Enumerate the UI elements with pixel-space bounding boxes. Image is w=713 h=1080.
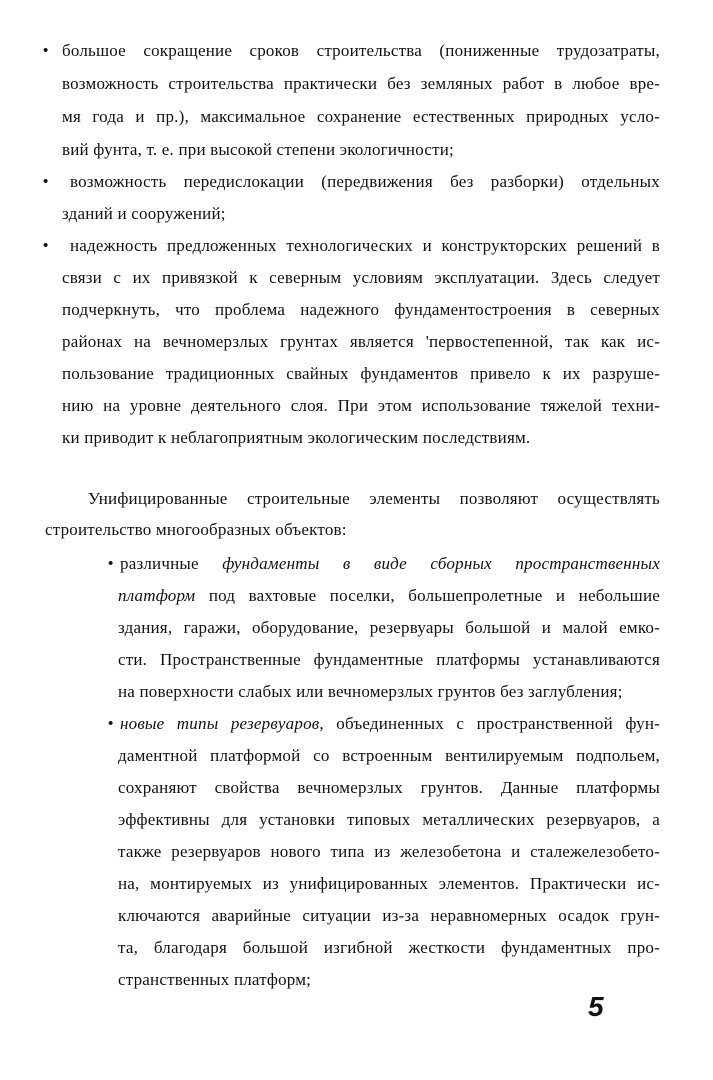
italic-text: новые типы резервуаров,: [120, 714, 324, 733]
text-line: районах на вечномерзлых грунтах является 'первостепенной, так как ис-: [62, 332, 660, 351]
text-line: ключаются аварийные ситуации из-за неравномерных осадок грун-: [118, 906, 660, 925]
text-line: на поверхности слабых или вечномерзлых грунтов без заглубления;: [118, 682, 623, 701]
text-line: также резервуаров нового типа из железобетона и сталежелезобето-: [118, 842, 660, 861]
text-line: большое сокращение сроков строительства (пониженные трудозатраты,: [62, 41, 660, 60]
text-line: мя года и пр.), максимальное сохранение естественных природных усло-: [62, 107, 660, 126]
bullet-icon: •: [43, 42, 49, 59]
text-line: возможность строительства практически без земляных работ в любое вре-: [62, 74, 660, 93]
text-line: нию на уровне деятельного слоя. При этом использование тяжелой техни-: [62, 396, 660, 415]
italic-text: платформ: [118, 586, 196, 605]
italic-text: фундаменты в виде сборных пространственных: [222, 554, 660, 573]
bullet-icon: •: [43, 173, 49, 190]
text-line: связи с их привязкой к северным условиям эксплуатации. Здесь следует: [62, 268, 660, 287]
bullet-icon: •: [108, 555, 114, 572]
bullet-icon: •: [43, 237, 49, 254]
text-line: зданий и сооружений;: [62, 204, 226, 223]
text-line: пользование традиционных свайных фундаментов привело к их разруше-: [62, 364, 660, 383]
text-line: подчеркнуть, что проблема надежного фундаментостроения в северных: [62, 300, 660, 319]
text-run: объединенных с пространственной фун-: [336, 714, 660, 733]
text-line: [120, 554, 660, 574]
text-line: Унифицированные строительные элементы позволяют осуществлять: [88, 489, 660, 508]
text-line: [118, 586, 660, 606]
text-line: ки приводит к неблагоприятным экологическим последствиям.: [62, 428, 531, 447]
bullet-icon: •: [108, 715, 114, 732]
text-line: надежность предложенных технологических и конструкторских решений в: [70, 236, 660, 255]
text-line: [120, 714, 660, 734]
text-run: различные: [120, 554, 199, 573]
text-line: сти. Пространственные фундаментные платформы устанавливаются: [118, 650, 660, 669]
text-line: строительство многообразных объектов:: [45, 520, 347, 539]
text-line: вий фунта, т. е. при высокой степени экологичности;: [62, 140, 454, 159]
text-line: возможность передислокации (передвижения без разборки) отдельных: [70, 172, 660, 191]
text-line: эффективны для установки типовых металлических резервуаров, а: [118, 810, 660, 829]
text-line: сохраняют свойства вечномерзлых грунтов. Данные платформы: [118, 778, 660, 797]
text-line: даментной платформой со встроенным вентилируемым подпольем,: [118, 746, 660, 765]
text-line: здания, гаражи, оборудование, резервуары большой и малой емко-: [118, 618, 660, 637]
text-run: под вахтовые поселки, большепролетные и небольшие: [208, 586, 660, 605]
text-line: та, благодаря большой изгибной жесткости фундаментных про-: [118, 938, 660, 957]
text-line: странственных платформ;: [118, 970, 312, 989]
page-number: 5: [588, 991, 604, 1022]
text-line: на, монтируемых из унифицированных элементов. Практически ис-: [118, 874, 660, 893]
